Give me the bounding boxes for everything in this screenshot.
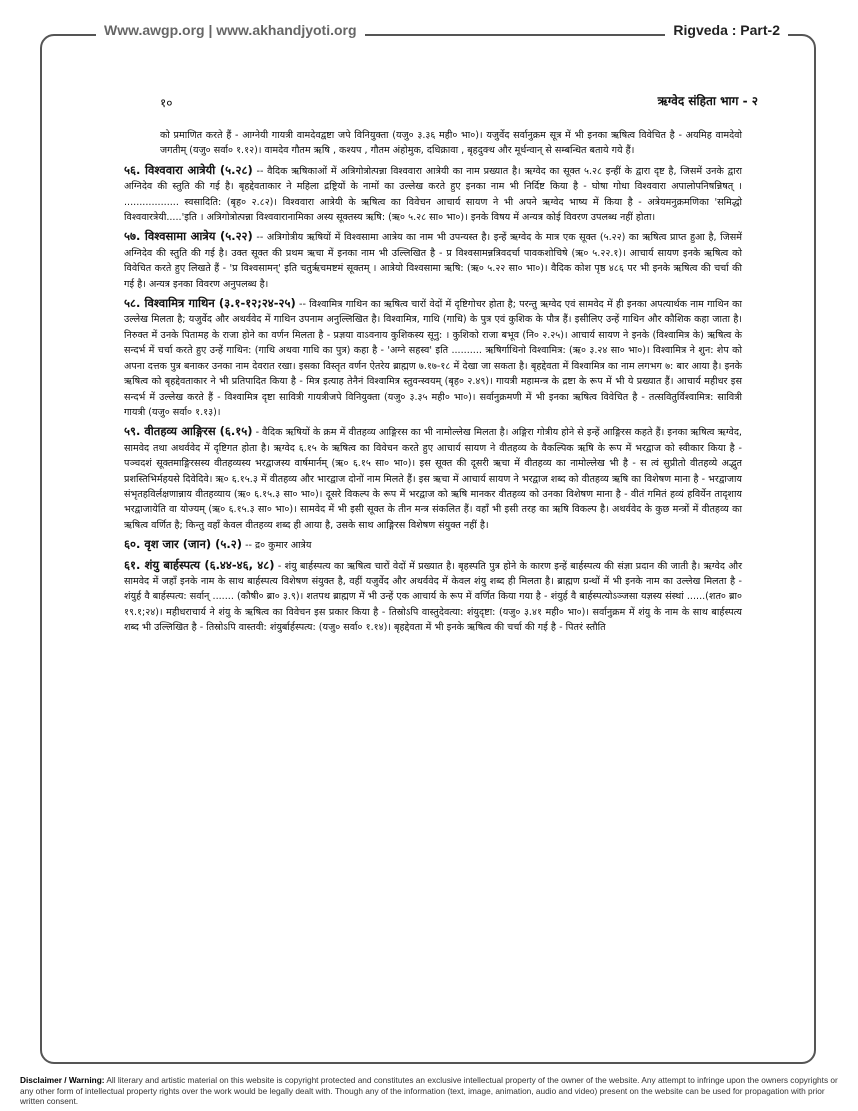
entry-60 (124, 537, 742, 553)
entry-heading: ५६. विश्ववारा आत्रेयी (५.२८) (124, 162, 253, 177)
entry-heading: ५९. वीतहव्य आङ्गिरस (६.१५) (124, 424, 253, 439)
page-body (124, 128, 742, 640)
entry-56 (124, 163, 742, 226)
entry-heading: ६०. वृश जार (जान) (५.२) (124, 537, 243, 552)
page-number: १० (160, 96, 173, 110)
entry-59 (124, 424, 742, 533)
disclaimer-text: All literary and artistic material on this website is copyright protected and constitutes an exclusive intellectual property of the owner of the website. Any attempt to infringe upon the owners copyrights or any other form of intellectual property rights over the work would be legally dealt with. Though any of the information (text, image, animation, audio and video) present on the website can be used for propagation with prior written consent. (20, 1075, 838, 1106)
entry-text: -- विश्वामित्र गाथिन का ऋषित्व चारों वेदों में दृष्टिगोचर होता है; परन्तु ऋग्वेद एवं सामवेद में ही इनका अपत्यार्थक नाम गाथिन का उल्लेख मिलता है; यजुर्वेद और अथर्ववेद में गाथिन उपनाम अनुल्लिखित है। विश्वामित्र, गाथि (गाधि) के पुत्र एवं कुशिक के पौत्र हैं। इसीलिए उन्हें गाथिन और कौशिक कहा जाता है। निरुक्त में उनके पितामह के राजा होने का वर्णन मिलता है - प्रज्ञया वाऽवनाय कुशिकस्य सूनु: । कुशिको राजा बभूव (नि० २.२५)। आचार्य सायण ने इनके (विश्वामित्र के) ऋषित्व के सन्दर्भ में चर्चा करते हुए उन्हें गाथिन: (गाथि अथवा गाधि का पुत्र) कहा है - 'अग्ने सहस्व' इति .......... ऋषिर्गाथिनो विश्वामित्र: (ऋ० ३.२४ सा० भा०)। विश्वामित्र ने शुन: शेप को अपना दत्तक पुत्र बनाकर उनका नाम देवरात रखा। इसका विस्तृत वर्णन ऐतरेय ब्राह्मण ७.१७-१८ में देखा जा सकता है। बृहद्देवता में विश्वामित्र का नाम लगभग ७: बार आया है। इनके ऋषित्व को बृहद्देवताकार ने भी प्रतिपादित किया है - मित्र इत्याह तेनैनं विश्वामित्र स्तुवन्स्वयम् (बृह० २.४९)। गायत्री महामन्त्र के द्रष्टा के रूप में भी ये प्रख्यात हैं। आचार्य महीधर इस सन्दर्भ में उल्लेख करते हैं - विश्वामित्र दृष्टा सावित्री गायत्रीजपे विनियुक्ता (यजु० ३.३५ मही० भा०)। सर्वानुक्रमणी में भी इनका ऋषित्व विवेचित है - तत्सवितुर्विश्वामित्र: सावित्री गायत्री (यजु० सर्वा० १.१३)। (124, 299, 742, 418)
entry-text: - शंयु बार्हस्पत्य का ऋषित्व चारों वेदों में प्रख्यात है। बृहस्पति पुत्र होने के कारण इन्हें बार्हस्पत्य की संज्ञा प्रदान की जाती है। ऋग्वेद और सामवेद में जहाँ इनके नाम के साथ बार्हस्पत्य विशेषण संयुक्त है, वहीं यजुर्वेद और अथर्ववेद में केवल शंयु शब्द ही मिलता है। ब्राह्मण ग्रन्थों में भी इनके नाम का उल्लेख मिलता है - शंयुर्ह वै बार्हस्पत्य: सर्वान् ....... (कौषी० ब्रा० ३.९)। शतपथ ब्राह्मण में भी उन्हें एक आचार्य के रूप में वर्णित किया गया है - शंयुर्ह वै बार्हस्पत्योऽञ्जसा यज्ञस्य संस्थां ......(शत० ब्रा० १९.१;२४)। महीधराचार्य ने शंयु के ऋषित्व का विवेचन इस प्रकार किया है - तिस्रोऽपि वास्तुदेवत्या: शंयुदृष्टा: (यजु० ३.४१ मही० भा०)। सर्वानुक्रम में शंयु के नाम के साथ बार्हस्पत्य शब्द भी उल्लिखित है - तिस्रोऽपि वास्तवी: शंयुर्बार्हस्पत्य: (यजु० सर्वा० १.१४)। बृहद्देवता में भी इनके ऋषित्व की चर्चा की गई है - पितरं स्तौति (124, 560, 742, 634)
site-header: Www.awgp.org | www.akhandjyoti.org (96, 22, 365, 38)
disclaimer-label: Disclaimer / Warning: (20, 1075, 105, 1085)
entry-text: -- अत्रिगोत्रीय ऋषियों में विश्वसामा आत्रेय का नाम भी उपन्यस्त है। इन्हें ऋग्वेद के मात्र एक सूक्त (५.२२) का ऋषित्व प्राप्त हुआ है, जिसमें अग्निदेव की स्तुति की गई है। उक्त सूक्त की प्रथम ऋचा में इनका नाम भी उल्लिखित है - प्र विश्वसामन्नत्रिवदर्चा पावकशोचिषे (ऋ० ५.२२.१)। आचार्य सायण इनके ऋषित्व को विवेचित करते हुए लिखते हैं - 'प्र विश्वसामन्' इति चतुर्ऋचमष्टमं सूक्तम् । आत्रेयो विश्वसामा ऋषि: (ऋ० ५.२२ सा० भा०)। वैदिक कोश पृष्ठ ४८६ पर भी इनके ऋषित्व की चर्चा की गई है। अन्यत्र इनका विवरण अनुपलब्ध है। (124, 232, 742, 290)
entry-58 (124, 296, 742, 420)
intro-paragraph: को प्रमाणित करते हैं - आग्नेयी गायत्री वामदेवद्वष्टा जपे विनियुक्ता (यजु० ३.३६ मही० भा०)। यजुर्वेद सर्वानुक्रम सूत्र में भी इनका ऋषित्व विवेचित है - अयमिह वामदेवो जगतीम् (यजु० सर्वा० १.१२)। वामदेव गौतम ऋषि , कश्यप , गौतम अंहोमुक, दधिक्रावा , बृहदुक्थ और मूर्धन्वान् से सम्बन्धित बताये गये हैं। (160, 130, 742, 157)
entry-text: - वैदिक ऋषियों के क्रम में वीतहव्य आङ्गिरस का भी नामोल्लेख मिलता है। अङ्गिरा गोत्रीय होने से इन्हें आङ्गिरस कहते हैं। इनका ऋषित्व ऋग्वेद, सामवेद तथा अथर्ववेद में दृष्टिगत होता है। ऋग्वेद ६.१५ के ऋषित्व का विवेचन करते हुए आचार्य सायण ने वीतहव्य के वैकल्पिक ऋषि के रूप में भरद्वाज को स्वीकार किया है - पञ्चदशं सूक्तमाङ्गिरसस्य वीतहव्यस्य भरद्वाजस्य वार्षमार्नम् (ऋ० ६.१५ सा० भा०)। इस सूक्त की दूसरी ऋचा में वीतहव्य का नामोल्लेख भी है - स त्वं सुप्रीतो वीतहव्ये अद्भुत प्रशस्तिभिर्महयसे दिवेदिवे। ऋ० ६.१५.३ में वीतहव्य और भारद्वाज दोनों नाम मिलते हैं। इस ऋचा में आचार्य सायण ने भरद्वाज शब्द को वीतहव्य ऋषि का विशेषण माना है - भरद्वाजाय संभृतहविर्लक्षणान्नाय वीतहव्याय (ऋ० ६.१५.३ सा० भा०)। दूसरे विकल्प के रूप में भरद्वाज को ऋषि मानकर वीतहव्य को उनका विशेषण माना है - वीतं गमितं हव्यं हविर्येन तादृशाय भरद्वाजायेति वा योज्यम् (ऋ० ६.१५.३ सा० भा०)। सामवेद में भी इसी सूक्त के तीन मन्त्र संकलित हैं। वहाँ भी इसी तरह का ऋषि विकल्प है। अथर्ववेद के कुछ मन्त्रों में वीतहव्य का ऋषित्व वर्णित है; किन्तु वहाँ केवल वीतहव्य शब्द ही आया है, उसके साथ आङ्गिरस विशेषण संयुक्त नहीं है। (124, 427, 742, 531)
book-title: Rigveda : Part-2 (665, 22, 788, 38)
entry-text: -- द्र० कुमार आत्रेय (242, 540, 312, 552)
entry-57 (124, 229, 742, 292)
running-head: ऋग्वेद संहिता भाग - २ (657, 94, 758, 108)
disclaimer (20, 1075, 838, 1107)
entry-text: -- वैदिक ऋषिकाओं में अत्रिगोत्रोत्पन्ना विश्ववारा आत्रेयी का नाम प्रख्यात है। ऋग्वेद का सूक्त ५.२८ इन्हीं के द्वारा दृष्ट है, जिसमें उनके द्वारा अग्निदेव की स्तुति की गई है। बृहद्देवताकार ने महिला द्रष्ट्रियों के नामों का उल्लेख करते हुए इनका नाम भी निर्दिष्ट किया है - घोषा गोधा विश्ववारा अपालोपनिषन्निषत् । .................. स्वसादिति: (बृह० २.८२)। विश्ववारा आत्रेयी के ऋषित्व का विवेचन आचार्य सायण ने भी अपने ऋग्वेद भाष्य में किया है - अत्रेयमनुक्रमणिका 'समिद्धो विश्ववारत्रेयी.....'इति । अत्रिगोत्रोत्पन्ना विश्ववारानामिका अस्य सूक्तस्य ऋषि: (ऋ० ५.२८ सा० भा०)। इनके विषय में अन्यत्र कोई विवरण उपलब्ध नहीं होता। (124, 165, 742, 224)
entry-heading: ६१. शंयु बार्हस्पत्य (६.४४-४६, ४८) (124, 557, 275, 572)
entry-61 (124, 558, 742, 636)
entry-heading: ५७. विश्वसामा आत्रेय (५.२२) (124, 229, 253, 244)
entry-heading: ५८. विश्वामित्र गाथिन (३.१-१२;२४-२५) (124, 296, 296, 311)
